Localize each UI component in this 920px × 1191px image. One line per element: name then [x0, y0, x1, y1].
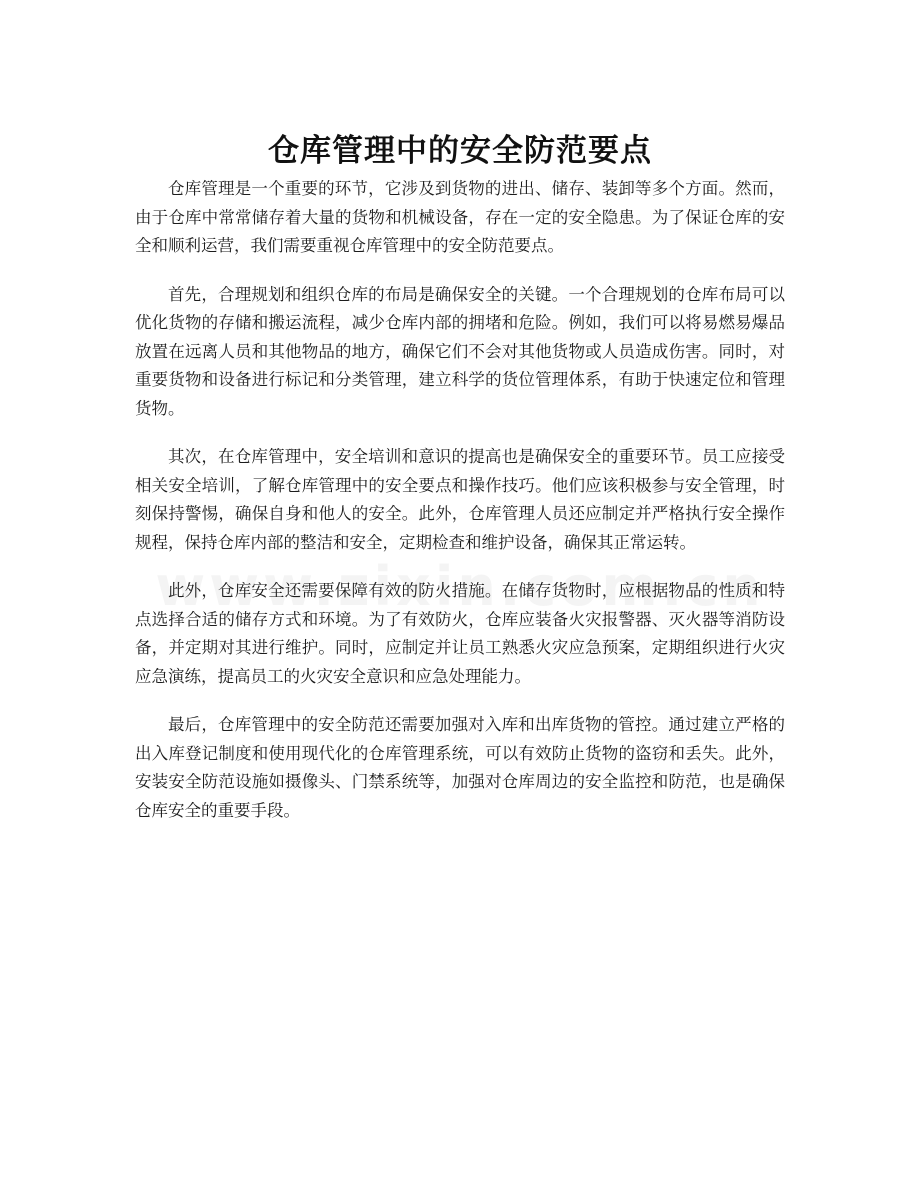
paragraph-inventory-control: 最后，仓库管理中的安全防范还需要加强对入库和出库货物的管控。通过建立严格的出入库登记制度和使用现代化的仓库管理系统，可以有效防止货物的盗窃和丢失。此外，安装安全防范设施如摄像头、门禁系统等，加强对仓库周边的安全监控和防范，也是确保仓库安全的重要手段。	[135, 715, 785, 820]
document-body	[135, 175, 785, 845]
page-title: 仓库管理中的安全防范要点	[268, 132, 652, 169]
paragraph-intro: 仓库管理是一个重要的环节，它涉及到货物的进出、储存、装卸等多个方面。然而，由于仓库中常常储存着大量的货物和机械设备，存在一定的安全隐患。为了保证仓库的安全和顺利运营，我们需要重视仓库管理中的安全防范要点。	[135, 179, 785, 255]
paragraph-layout: 首先，合理规划和组织仓库的布局是确保安全的关键。一个合理规划的仓库布局可以优化货物的存储和搬运流程，减少仓库内部的拥堵和危险。例如，我们可以将易燃易爆品放置在远离人员和其他物品的地方，确保它们不会对其他货物或人员造成伤害。同时，对重要货物和设备进行标记和分类管理，建立科学的货位管理体系，有助于快速定位和管理货物。	[135, 284, 785, 418]
paragraph-training: 其次，在仓库管理中，安全培训和意识的提高也是确保安全的重要环节。员工应接受相关安全培训，了解仓库管理中的安全要点和操作技巧。他们应该积极参与安全管理，时刻保持警惕，确保自身和他人的安全。此外，仓库管理人员还应制定并严格执行安全操作规程，保持仓库内部的整洁和安全，定期检查和维护设备，确保其正常运转。	[135, 447, 785, 552]
paragraph-fire-safety: 此外，仓库安全还需要保障有效的防火措施。在储存货物时，应根据物品的性质和特点选择合适的储存方式和环境。为了有效防火，仓库应装备火灾报警器、灭火器等消防设备，并定期对其进行维护。同时，应制定并让员工熟悉火灾应急预案，定期组织进行火灾应急演练，提高员工的火灾安全意识和应急处理能力。	[135, 581, 785, 686]
